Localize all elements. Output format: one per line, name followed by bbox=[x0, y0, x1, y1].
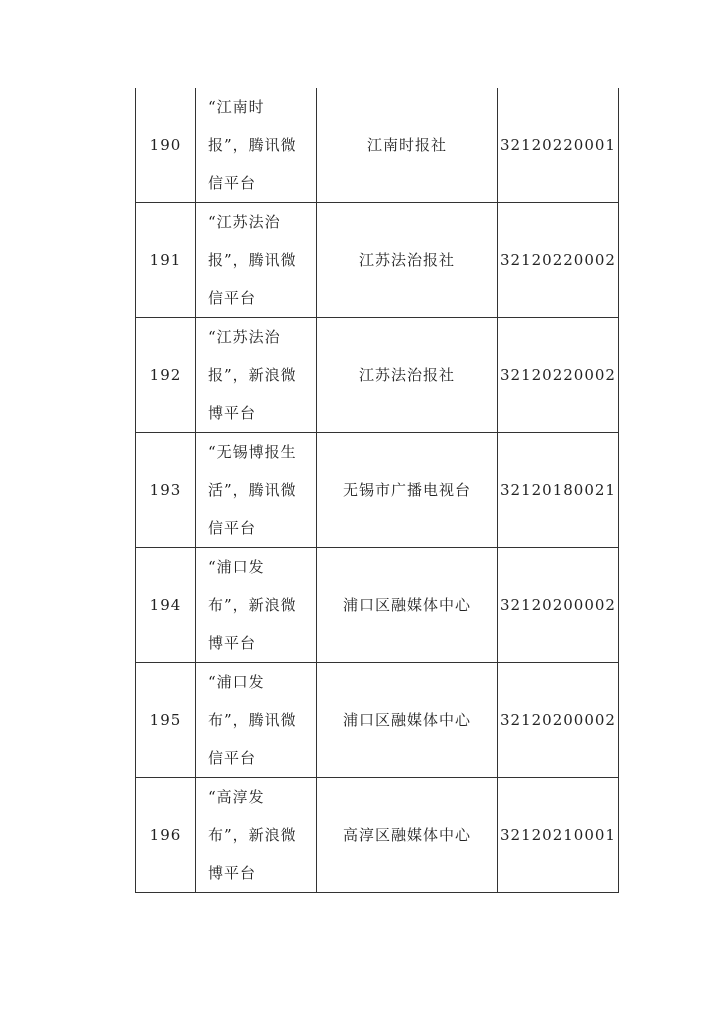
row-number: 191 bbox=[136, 203, 196, 318]
row-number: 194 bbox=[136, 548, 196, 663]
row-number: 190 bbox=[136, 88, 196, 203]
table-row bbox=[136, 203, 619, 318]
platform-name: “江苏法治报”，新浪微博平台 bbox=[208, 328, 297, 422]
organization-name: 浦口区融媒体中心 bbox=[317, 663, 498, 778]
license-code: 32120210001 bbox=[498, 778, 619, 893]
platform-name: “江南时报”，腾讯微信平台 bbox=[208, 98, 297, 192]
registry-table-body bbox=[136, 88, 619, 893]
platform-name-cell bbox=[196, 88, 317, 203]
platform-name-cell bbox=[196, 778, 317, 893]
registry-table bbox=[135, 88, 619, 893]
license-code: 32120220002 bbox=[498, 203, 619, 318]
table-row bbox=[136, 318, 619, 433]
table-row bbox=[136, 778, 619, 893]
organization-name: 无锡市广播电视台 bbox=[317, 433, 498, 548]
row-number: 195 bbox=[136, 663, 196, 778]
platform-name: “浦口发布”，新浪微博平台 bbox=[208, 558, 297, 652]
license-code: 32120200002 bbox=[498, 548, 619, 663]
organization-name: 江苏法治报社 bbox=[317, 318, 498, 433]
license-code: 32120220001 bbox=[498, 88, 619, 203]
platform-name-cell bbox=[196, 663, 317, 778]
table-row bbox=[136, 663, 619, 778]
platform-name-cell bbox=[196, 203, 317, 318]
platform-name: “无锡博报生活”，腾讯微信平台 bbox=[208, 443, 297, 537]
table-row bbox=[136, 88, 619, 203]
license-code: 32120180021 bbox=[498, 433, 619, 548]
platform-name: “江苏法治报”，腾讯微信平台 bbox=[208, 213, 297, 307]
row-number: 196 bbox=[136, 778, 196, 893]
platform-name-cell bbox=[196, 433, 317, 548]
platform-name: “高淳发布”，新浪微博平台 bbox=[208, 788, 297, 882]
table-row bbox=[136, 548, 619, 663]
organization-name: 高淳区融媒体中心 bbox=[317, 778, 498, 893]
row-number: 192 bbox=[136, 318, 196, 433]
license-code: 32120220002 bbox=[498, 318, 619, 433]
platform-name-cell bbox=[196, 318, 317, 433]
license-code: 32120200002 bbox=[498, 663, 619, 778]
platform-name-cell bbox=[196, 548, 317, 663]
table-row bbox=[136, 433, 619, 548]
row-number: 193 bbox=[136, 433, 196, 548]
organization-name: 江苏法治报社 bbox=[317, 203, 498, 318]
organization-name: 江南时报社 bbox=[317, 88, 498, 203]
platform-name: “浦口发布”，腾讯微信平台 bbox=[208, 673, 297, 767]
organization-name: 浦口区融媒体中心 bbox=[317, 548, 498, 663]
